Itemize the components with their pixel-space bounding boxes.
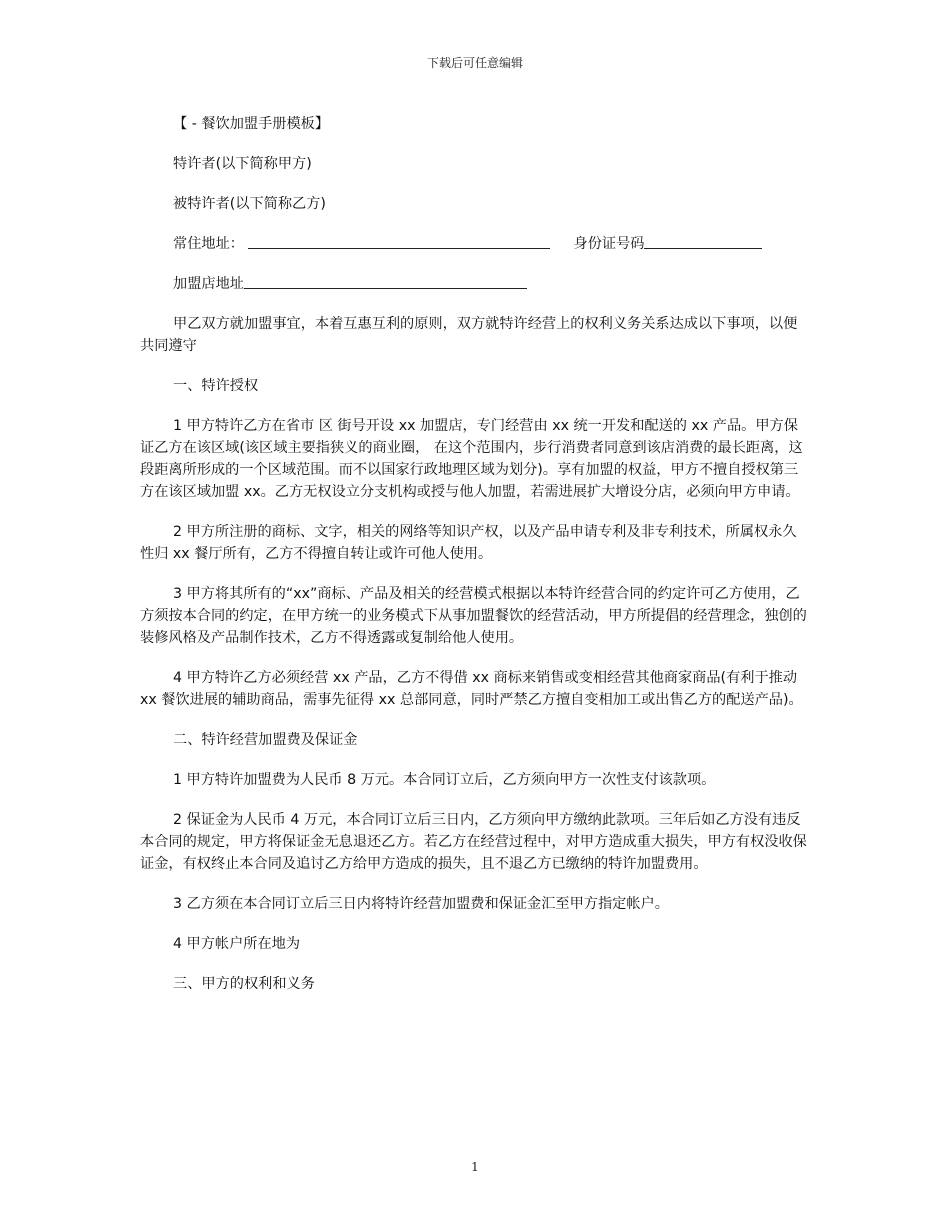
section1-paragraph-2: 2 甲方所注册的商标、文字，相关的网络等知识产权，以及产品申请专利及非专利技术，所属权永久性归 xx 餐厅所有，乙方不得擅自转让或许可他人使用。 bbox=[140, 524, 797, 562]
section1-paragraph-3: 3 甲方将其所有的“xx”商标、产品及相关的经营模式根据以本特许经营合同的约定许可乙方使用，乙方须按本合同的约定，在甲方统一的业务模式下从事加盟餐饮的经营活动，甲方所提倡的经营理念，独创的装修风格及产品制作技术，乙方不得透露或复制给他人使用。 bbox=[140, 586, 807, 646]
store-address-blank bbox=[244, 274, 527, 289]
section2-paragraph-4: 4 甲方帐户所在地为 bbox=[173, 936, 301, 952]
section2-paragraph-3: 3 乙方须在本合同订立后三日内将特许经营加盟费和保证金汇至甲方指定帐户。 bbox=[173, 896, 669, 912]
page-number: 1 bbox=[471, 1160, 479, 1174]
section1-paragraph-4: 4 甲方特许乙方必须经营 xx 产品，乙方不得借 xx 商标来销售或变相经营其他商家商品(有利于推动 xx 餐饮进展的辅助商品，需事先征得 xx 总部同意，同时严禁乙方擅自变相加工或出售乙方的配送产品)。 bbox=[140, 670, 803, 708]
page-header: 下载后可任意编辑 bbox=[426, 56, 523, 70]
section-heading-3: 三、甲方的权利和义务 bbox=[173, 976, 315, 992]
address-line bbox=[140, 233, 810, 255]
address-label: 常住地址： bbox=[173, 236, 244, 252]
section-heading-1: 一、特许授权 bbox=[173, 378, 259, 394]
address-blank bbox=[248, 234, 550, 249]
id-blank bbox=[644, 234, 762, 249]
section1-paragraph-1: 1 甲方特许乙方在省市 区 街号开设 xx 加盟店，专门经营由 xx 统一开发和配送的 xx 产品。甲方保证乙方在该区域(该区域主要指狭义的商业圈， 在这个范围内，步行消费者同意到该店消费的最长距离，这段距离所形成的一个区域范围。而不以国家行政地理区域为划分)。享有加盟的权益，甲方不擅自授权第三方在该区域加盟 xx。乙方无权设立分支机构或授与他人加盟，若需进展扩大增设分店，必须向甲方申请。 bbox=[140, 418, 803, 500]
id-label: 身份证号码 bbox=[573, 236, 645, 252]
party-b-line: 被特许者(以下简称乙方) bbox=[173, 196, 326, 212]
section-heading-2: 二、特许经营加盟费及保证金 bbox=[173, 732, 358, 748]
intro-paragraph: 甲乙双方就加盟事宜，本着互惠互利的原则，双方就特许经营上的权利义务关系达成以下事项，以便共同遵守 bbox=[140, 316, 798, 354]
section2-paragraph-2: 2 保证金为人民币 4 万元，本合同订立后三日内，乙方须向甲方缴纳此款项。三年后如乙方没有违反本合同的规定，甲方将保证金无息退还乙方。若乙方在经营过程中，对甲方造成重大损失，甲方有权没收保证金，有权终止本合同及追讨乙方给甲方造成的损失，且不退乙方已缴纳的特许加盟费用。 bbox=[140, 812, 807, 872]
doc-title: 【 - 餐饮加盟手册模板】 bbox=[173, 116, 330, 132]
store-address-label: 加盟店地址 bbox=[173, 276, 244, 292]
store-address-line bbox=[140, 273, 810, 295]
party-a-line: 特许者(以下简称甲方) bbox=[173, 156, 312, 172]
document-body bbox=[140, 113, 810, 1013]
section2-paragraph-1: 1 甲方特许加盟费为人民币 8 万元。本合同订立后，乙方须向甲方一次性支付该款项。 bbox=[173, 772, 716, 788]
